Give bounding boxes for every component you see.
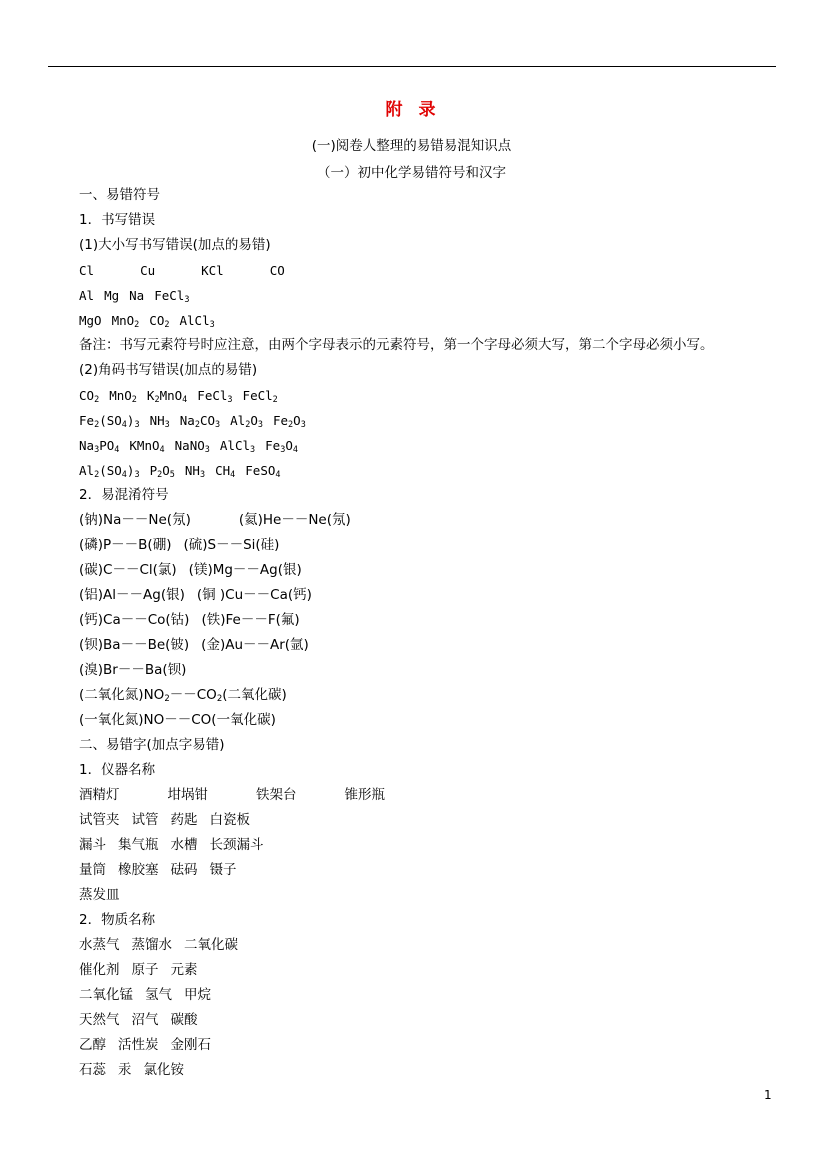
symbol: FeCl$_3$ bbox=[154, 288, 190, 305]
confuse-pair: (铝)Al－－Ag(银) bbox=[79, 587, 185, 603]
instrument-name: 漏斗 bbox=[79, 837, 106, 853]
material-row-3 bbox=[79, 983, 799, 1008]
symbol: $CO_2$ bbox=[149, 313, 170, 330]
symbol: Cl bbox=[79, 263, 95, 278]
instrument-name: 坩埚钳 bbox=[167, 787, 208, 803]
formula: $Fe_2O_3$ bbox=[272, 413, 306, 430]
symbol: KCl bbox=[201, 263, 224, 278]
material-name: 催化剂 bbox=[79, 962, 120, 978]
symbol: Na bbox=[129, 288, 145, 303]
instrument-name: 橡胶塞 bbox=[118, 862, 159, 878]
document-body bbox=[79, 183, 799, 1083]
confuse-pair: (一氧化氮)NO－－CO(一氧化碳) bbox=[79, 712, 276, 728]
confuse-row-4 bbox=[79, 583, 799, 608]
instrument-name: 量筒 bbox=[79, 862, 106, 878]
material-name: 元素 bbox=[170, 962, 198, 978]
formula: NaNO$_3$ bbox=[174, 438, 210, 455]
material-row-1 bbox=[79, 933, 799, 958]
instrument-name: 水槽 bbox=[170, 837, 198, 853]
formula: $Na_3PO_4$ bbox=[79, 438, 120, 455]
formula: $CH_4$ bbox=[215, 463, 236, 480]
confuse-row-1 bbox=[79, 508, 799, 533]
formula: $NH_3$ bbox=[149, 413, 170, 430]
instrument-row-3 bbox=[79, 833, 799, 858]
material-row-5 bbox=[79, 1033, 799, 1058]
confuse-pair: (溴)Br－－Ba(钡) bbox=[79, 662, 187, 678]
case-2-row-2 bbox=[79, 408, 799, 433]
formula: $Al_2(SO_4)_3$ bbox=[79, 463, 140, 480]
material-name: 天然气 bbox=[79, 1012, 120, 1028]
material-name: 汞 bbox=[118, 1062, 132, 1078]
instrument-row-4 bbox=[79, 858, 799, 883]
material-name: 金刚石 bbox=[170, 1037, 211, 1053]
confuse-pair: (钡)Ba－－Be(铍) bbox=[79, 637, 190, 653]
material-name: 甲烷 bbox=[184, 987, 211, 1003]
symbol: CO bbox=[269, 263, 285, 278]
material-name: 氢气 bbox=[145, 987, 172, 1003]
material-name: 蒸馏水 bbox=[131, 937, 172, 953]
material-row-2 bbox=[79, 958, 799, 983]
formula: $Fe_3O_4$ bbox=[265, 438, 298, 455]
material-heading: 2．物质名称 bbox=[79, 912, 156, 928]
formula: FeCl$_3$ bbox=[197, 388, 233, 405]
confuse-pair: (钠)Na－－Ne(氖) bbox=[79, 512, 191, 528]
title-char-1: 附 bbox=[385, 100, 405, 120]
material-name: 石蕊 bbox=[79, 1062, 106, 1078]
material-name: 二氧化碳 bbox=[184, 937, 238, 953]
confuse-row-6 bbox=[79, 633, 799, 658]
confuse-pair: (钙)Ca－－Co(钴) bbox=[79, 612, 190, 628]
material-name: 活性炭 bbox=[118, 1037, 159, 1053]
case-2-row-3 bbox=[79, 433, 799, 458]
instrument-name: 集气瓶 bbox=[118, 837, 159, 853]
subtitle-1: (一)阅卷人整理的易错易混知识点 bbox=[311, 138, 512, 154]
symbol: Mg bbox=[104, 288, 120, 303]
instrument-name: 蒸发皿 bbox=[79, 887, 120, 903]
instrument-name: 砝码 bbox=[170, 862, 198, 878]
confuse-pair: (硫)S－－Si(硅) bbox=[183, 537, 280, 553]
instrument-name: 长颈漏斗 bbox=[209, 837, 264, 853]
material-name: 原子 bbox=[131, 962, 159, 978]
formula: KMnO$_4$ bbox=[129, 438, 165, 455]
material-name: 乙醇 bbox=[79, 1037, 106, 1053]
material-name: 碳酸 bbox=[170, 1012, 198, 1028]
confuse-row-8 bbox=[79, 683, 799, 708]
confuse-row-7 bbox=[79, 658, 799, 683]
subtitle-2: （一）初中化学易错符号和汉字 bbox=[317, 165, 506, 181]
confuse-row-9 bbox=[79, 708, 799, 733]
instrument-name: 药匙 bbox=[170, 812, 198, 828]
symbol: AlCl$_3$ bbox=[179, 313, 215, 330]
confuse-pair: (二氧化氮)$NO_2--CO_2$(二氧化碳) bbox=[79, 687, 287, 704]
instrument-name: 锥形瓶 bbox=[344, 787, 385, 803]
symbol: Al bbox=[79, 288, 95, 303]
case-1-row-3 bbox=[79, 308, 799, 333]
formula: FeCl$_2$ bbox=[242, 388, 278, 405]
symbol: MgO bbox=[79, 313, 102, 328]
confuse-pair: (铁)Fe－－F(氟) bbox=[201, 612, 300, 628]
confuse-pair: (磷)P－－B(硼) bbox=[79, 537, 172, 553]
formula: MnO$_2$ bbox=[109, 388, 137, 405]
symbol: Cu bbox=[140, 263, 156, 278]
title-char-2: 录 bbox=[418, 100, 438, 120]
sub-2-heading: 2．易混淆符号 bbox=[79, 487, 169, 503]
page-title bbox=[0, 95, 823, 120]
case-1-row-2 bbox=[79, 283, 799, 308]
instrument-row-5 bbox=[79, 883, 799, 908]
formula: $P_2O_5$ bbox=[149, 463, 175, 480]
material-row-4 bbox=[79, 1008, 799, 1033]
confuse-row-2 bbox=[79, 533, 799, 558]
formula: AlCl$_3$ bbox=[219, 438, 256, 455]
case-2-heading: (2)角码书写错误(加点的易错) bbox=[79, 362, 258, 378]
material-name: 沼气 bbox=[131, 1012, 159, 1028]
formula: $CO_2$ bbox=[79, 388, 100, 405]
material-name: 氯化铵 bbox=[143, 1062, 184, 1078]
sub-1-heading: 1．书写错误 bbox=[79, 212, 156, 228]
symbol: MnO$_2$ bbox=[111, 313, 140, 330]
material-row-6 bbox=[79, 1058, 799, 1083]
formula: $Al_2O_3$ bbox=[230, 413, 263, 430]
formula: $NH_3$ bbox=[184, 463, 206, 480]
section-2-heading: 二、易错字(加点字易错) bbox=[79, 737, 225, 753]
confuse-pair: (铜 )Cu－－Ca(钙) bbox=[196, 587, 312, 603]
confuse-pair: (镁)Mg－－Ag(银) bbox=[188, 562, 302, 578]
note-line: 备注：书写元素符号时应注意，由两个字母表示的元素符号，第一个字母必须大写，第二个字母必须小写。 bbox=[79, 337, 714, 353]
formula: $Na_2CO_3$ bbox=[179, 413, 221, 430]
case-1-row-1 bbox=[79, 258, 799, 283]
case-1-heading: (1)大小写书写错误(加点的易错) bbox=[79, 237, 271, 253]
confuse-pair: (碳)C－－Cl(氯) bbox=[79, 562, 177, 578]
case-2-row-4 bbox=[79, 458, 799, 483]
formula: $Fe_2(SO_4)_3$ bbox=[79, 413, 140, 430]
formula: $K_2MnO_4$ bbox=[146, 388, 188, 405]
instrument-row-1 bbox=[79, 783, 799, 808]
instrument-name: 试管 bbox=[131, 812, 159, 828]
instrument-name: 镊子 bbox=[209, 862, 237, 878]
material-name: 二氧化锰 bbox=[79, 987, 133, 1003]
confuse-pair: (氦)He－－Ne(氖) bbox=[238, 512, 351, 528]
confuse-row-3 bbox=[79, 558, 799, 583]
material-name: 水蒸气 bbox=[79, 937, 120, 953]
instrument-name: 酒精灯 bbox=[79, 787, 120, 803]
confuse-pair: (金)Au－－Ar(氩) bbox=[201, 637, 309, 653]
instrument-heading: 1．仪器名称 bbox=[79, 762, 156, 778]
header-rule bbox=[48, 66, 776, 67]
formula: FeSO$_4$ bbox=[245, 463, 281, 480]
instrument-name: 铁架台 bbox=[256, 787, 297, 803]
case-2-row-1 bbox=[79, 383, 799, 408]
section-1-heading: 一、易错符号 bbox=[79, 187, 160, 203]
instrument-name: 白瓷板 bbox=[209, 812, 250, 828]
instrument-name: 试管夹 bbox=[79, 812, 120, 828]
page-number: 1 bbox=[764, 1088, 772, 1102]
instrument-row-2 bbox=[79, 808, 799, 833]
confuse-row-5 bbox=[79, 608, 799, 633]
